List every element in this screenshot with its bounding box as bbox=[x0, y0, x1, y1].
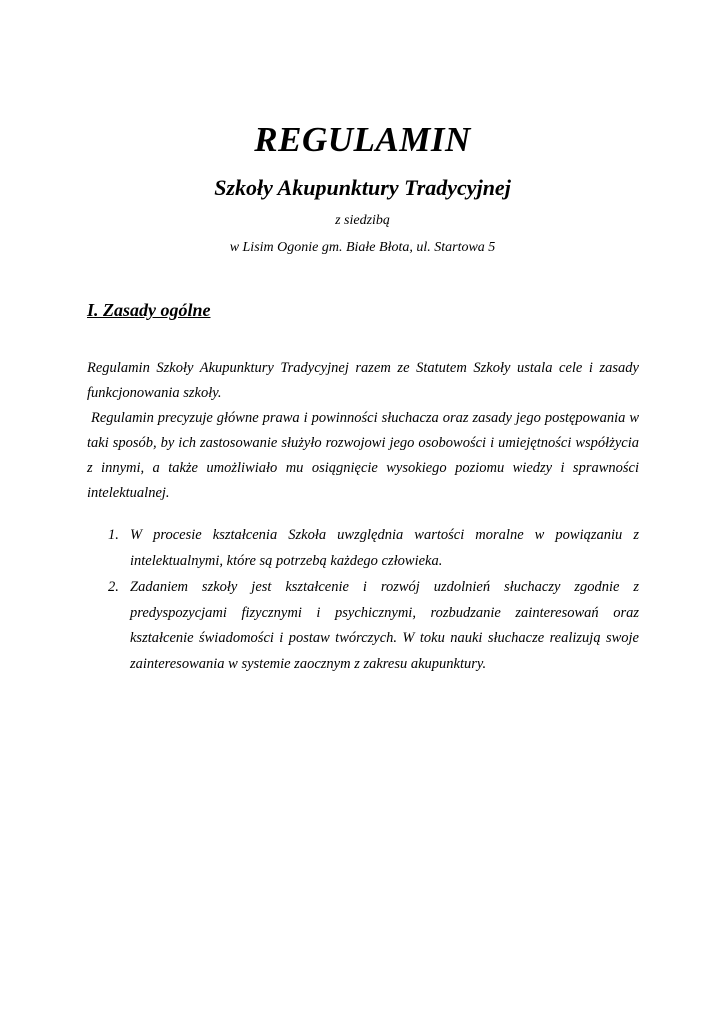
list-item bbox=[87, 523, 639, 574]
seat-label: z siedzibą bbox=[335, 213, 390, 228]
paragraph: Regulamin Szkoły Akupunktury Tradycyjnej razem ze Statutem Szkoły ustala cele i zasady funkcjonowania szkoły. bbox=[87, 360, 639, 401]
school-address: w Lisim Ogonie gm. Białe Błota, ul. Startowa 5 bbox=[229, 240, 496, 255]
paragraph: Regulamin precyzuje główne prawa i powinności słuchacza oraz zasady jego postępowania w taki sposób, by ich zastosowanie służyło rozwojowi jego osobowości i umiejętności współżycia z innymi, a także umożliwiało mu osiągnięcie wysokiego poziomu wiedzy i sprawności intelektualnej. bbox=[87, 410, 639, 501]
list-item-text: Zadaniem szkoły jest kształcenie i rozwój uzdolnień słuchaczy zgodnie z predyspozycjami fizycznymi i psychicznymi, rozbudzanie zainteresowań oraz kształcenie świadomości i postaw twórczych. W toku nauki słuchacze realizują swoje zainteresowania w systemie zaocznym z zakresu akupunktury. bbox=[130, 579, 639, 672]
document-title: REGULAMIN bbox=[254, 120, 471, 159]
list-item-number: 1. bbox=[108, 527, 119, 543]
list-item-text: W procesie kształcenia Szkoła uwzględnia wartości moralne w powiązaniu z intelektualnymi, które są potrzebą każdego człowieka. bbox=[130, 527, 639, 569]
list-item-number: 2. bbox=[108, 579, 119, 595]
numbered-list bbox=[87, 523, 639, 678]
section-heading: I. Zasady ogólne bbox=[87, 300, 211, 320]
document-subtitle: Szkoły Akupunktury Tradycyjnej bbox=[214, 175, 511, 200]
list-item bbox=[87, 575, 639, 677]
